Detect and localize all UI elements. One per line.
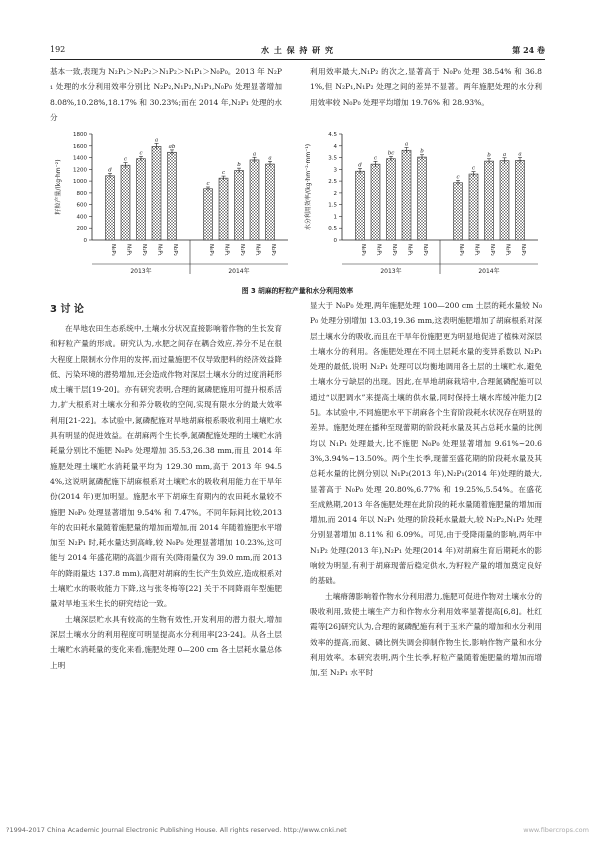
x-tick-label: N₁P₂ [489,244,495,256]
significance-letter: b [237,162,241,169]
copyright-text: ?1994-2017 China Academic Journal Electronic Publishing House. All rights reserved. http://www.cnki.net [6,826,347,834]
y-tick-label: 4.5 [328,132,337,138]
significance-letter: b [487,152,491,159]
year-label: 2013年 [130,268,152,275]
bar [387,159,396,240]
y-tick-label: 0 [333,238,337,244]
y-tick-label: 400 [76,214,87,221]
body-left-column [50,298,282,673]
page-number: 192 [50,45,66,54]
y-tick-label: 0.5 [328,226,337,233]
paragraph: 在旱地农田生态系统中,土壤水分状况直接影响着作物的生长发育和籽粒产量的形成。研究认为,水肥之间存在耦合效应,养分不足在很大程度上限制水分作用的发挥,而过量施肥不仅导致肥料的经济效益降低、污染环境的潜势增加,还会造成作物对深层土壤水分的过度消耗形成土壤干层[19-20]。亦有研究表明,合理的氮磷肥施用可提升根系活力,扩大根系对土壤水分和养分吸收的空间,实现有限水分的最大效率利用[21-22]。本试验中,氮磷配施对旱地胡麻根系吸收利用土壤贮水具有明显的促进效益。在胡麻两个生长季,氮磷配施处理的土壤贮水消耗量分别比不施肥 N₀P₀ 处理增加 35.53,26.38 mm,而且 2014 年施肥处理土壤贮水消耗量平均为 129.30 mm,高于 2013 年 94.54%,这说明氮磷配施下胡麻根系对土壤贮水的吸收利用能力在干旱年份(2014 年)更加明显。施肥水平下胡麻生育期内的农田耗水量较不施肥 N₀P₀ 处理显著增加 9.54% 和 7.47%。不同年际间比较,2013 年的农田耗水量随着施肥量的增加而增加,而 2014 年随着施肥水平增加至 N₂P₁ 时,耗水量达到高峰,较 N₀P₀ 处理显著增加 10.23%,这可能与 2014 年盛花期的高温少雨有关(降雨量仅为 39.0 mm,而 2013 年的降雨量达 137.8 mm),高肥对胡麻的生长产生负效应,造成根系对土壤贮水的吸收能力下降,这与张冬梅等[22] 关于不同降雨年型施肥量对旱地玉米生长的研究结论一致。 [50,324,282,609]
significance-letter: c [456,174,460,181]
bar [235,171,244,240]
significance-letter: c [471,165,476,172]
wue-chart [302,128,542,280]
wue-chart-svg [302,128,542,280]
x-tick-label: N₂P₂ [422,244,428,256]
significance-letter: a [154,137,159,144]
figure-caption: 图 3 胡麻的籽粒产量和水分利用效率 [241,287,354,295]
x-tick-label: N₁P₂ [391,244,397,256]
bar [121,165,130,240]
x-tick-label: N₀P₀ [110,244,116,256]
y-tick-label: 4 [333,143,337,150]
y-tick-label: 1000 [73,179,87,186]
paragraph: 土壤深层贮水具有较高的生物有效性,开发利用的潜力很大,增加深层土壤水分的利用程度可明显提高水分利用率[23-24]。从各土层土壤贮水消耗量的变化来看,施肥处理 0—200 cm 各土层耗水量总体上明 [50,614,282,670]
significance-letter: a [268,155,272,162]
significance-letter: a [518,151,522,158]
y-tick-label: 1 [333,214,337,221]
page-footer [6,826,589,834]
significance-letter: a [404,141,409,148]
paragraph: 土壤瘠薄影响着作物水分利用潜力,施肥可促进作物对土壤水分的吸收利用,致使土壤生产力和作物水分利用效率显著提高[6,8]。杜红霞等[26]研究认为,合理的氮磷配施有利于玉米产量的增加和水分利用效率的提高,而氮、磷比例失调会抑制作物生长,影响作物产量和水分利用效率。本研究表明,两个生长季,籽粒产量随着施肥量的增加而增加,至 N₂P₁ 水平时 [310,591,542,678]
y-tick-label: 3.5 [328,155,337,162]
y-tick-label: 2.5 [328,179,337,186]
y-tick-label: 0 [83,238,87,244]
running-header [50,43,545,60]
y-tick-label: 200 [76,226,87,233]
bar [469,174,478,240]
x-tick-label: N₁P₁ [473,244,480,256]
y-tick-label: 800 [76,190,87,197]
bar [152,146,161,240]
significance-letter: c [206,181,210,187]
y-tick-label: 1600 [73,143,87,150]
x-tick-label: N₂P₂ [270,244,276,256]
x-tick-label: N₁P₂ [239,244,245,256]
significance-letter: a [252,151,257,158]
significance-letter: c [373,155,378,162]
y-axis-label: 籽粒产量/(kg·hm⁻²) [55,159,62,215]
year-label: 2014年 [478,268,500,275]
significance-letter: c [123,156,128,163]
bar [418,157,427,240]
y-tick-label: 2 [333,190,337,197]
bar [168,152,177,240]
x-tick-label: N₁P₁ [125,244,132,256]
yield-chart-svg [52,128,292,280]
y-tick-label: 1.5 [328,202,337,209]
x-tick-label: N₂P₂ [520,244,526,256]
paragraph: 基本一致,表现为 N₂P₁＞N₂P₂＞N₁P₂＞N₁P₁＞N₀P₀。2013 年 N₂P₁ 处理的水分利用效率分别比 N₂P₂,N₁P₂,N₁P₁,N₀P₀ 处理显著增加 8.08%,10.28%,18.17% 和 30.23%;而在 2014 年,N₂P₁ 处理的水分 [50,67,282,122]
significance-letter: c [221,170,226,177]
x-tick-label: N₂P₁ [406,244,413,256]
paragraph: 利用效率最大,N₁P₂ 的次之,显著高于 N₀P₀ 处理 38.54% 和 36.81%,但 N₂P₁,N₁P₂ 处理之间的差异不显著。两年施肥处理的水分利用效率较 N₀P₀ 处理平均增加 19.76% 和 28.93%。 [310,67,542,107]
significance-letter: c [139,150,143,157]
y-tick-label: 1400 [73,155,87,162]
x-tick-label: N₁P₂ [141,244,147,256]
x-tick-label: N₀P₀ [458,244,464,256]
significance-letter: bc [387,150,395,157]
significance-letter: a [502,151,507,158]
year-label: 2013年 [380,268,402,275]
bar [106,176,115,240]
body-right-column [310,298,542,680]
volume-label: 第 24 卷 [512,45,545,55]
x-tick-label: N₂P₁ [254,244,261,256]
bar [204,189,213,240]
x-tick-label: N₂P₁ [156,244,163,256]
bar [356,171,365,240]
bar [454,183,463,240]
y-tick-label: 600 [76,202,87,209]
bar [219,178,228,240]
x-tick-label: N₁P₁ [375,244,382,256]
x-tick-label: N₂P₁ [504,244,511,256]
bar [402,150,411,240]
significance-letter: d [108,167,112,174]
bar [485,161,494,240]
x-tick-label: N₀P₀ [208,244,214,256]
y-tick-label: 1800 [73,132,87,138]
bar [516,160,525,240]
bar [371,164,380,240]
x-tick-label: N₂P₂ [172,244,178,256]
y-axis-label: 水分利用效率/(kg·hm⁻²·mm⁻¹) [305,143,312,231]
x-tick-label: N₁P₁ [223,244,230,256]
bar [266,164,275,240]
significance-letter: b [420,148,424,155]
watermark-text: www.fibercrops.com [523,826,589,834]
top-text-left [50,64,282,125]
x-tick-label: N₀P₀ [360,244,366,256]
yield-chart [52,128,292,280]
significance-letter: d [358,162,362,169]
year-label: 2014年 [228,268,250,275]
journal-title: 水 土 保 持 研 究 [261,45,334,55]
top-text-right [310,64,542,110]
y-tick-label: 1200 [73,167,87,174]
bar [137,159,146,240]
bar [250,160,259,240]
y-tick-label: 3 [333,167,337,174]
significance-letter: ab [168,143,176,150]
paragraph: 显大于 N₀P₀ 处理,两年施肥处理 100—200 cm 土层的耗水量较 N₀P₀ 处理分别增加 13.03,19.36 mm,这表明施肥增加了胡麻根系对深层土壤水分的吸收,而且在干旱年份施肥更为明显地促进了植株对深层土壤水分的利用。各施肥处理在不同土层耗水量的变异系数以 N₂P₁ 处理的最低,说明 N₂P₁ 处理可以均衡地调用各土层的土壤贮水,避免土壤水分亏缺层的出现。因此,在旱地胡麻栽培中,合理氮磷配施可以通过“以肥调水”来提高土壤的供水量,同时保持土壤水库缓冲能力[25]。本试验中,不同施肥水平下胡麻各个生育阶段耗水状况存在明显的差异。施肥处理在播种至现蕾期的阶段耗水量及其占总耗水量的比例均以 N₁P₁ 处理最大,比不施肥 N₀P₀ 处理显著增加 9.61%~20.63%,3.94%~13.50%。两个生长季,现蕾至盛花期的阶段耗水量及其总耗水量的比例分别以 N₁P₂(2013 年),N₂P₁(2014 年)处理的最大,显著高于 N₀P₀ 处理 20.80%,6.77% 和 19.25%,5.54%。在盛花至成熟期,2013 年各施肥处理在此阶段的耗水量随着施肥量的增加而增加,而 2014 年以 N₂P₁ 处理的阶段耗水量最大,较 N₂P₂,N₁P₂ 处理分别显著增加 8.11% 和 6.09%。可见,由于受降雨量的影响,两年中 N₁P₂ 处理(2013 年),N₂P₁ 处理(2014 年)对胡麻生育后期耗水的影响较为明显,有利于胡麻现蕾后稳定供水,为籽粒产量的增加奠定良好的基础。 [310,301,542,586]
bar [500,161,509,240]
section-heading: 3 讨 论 [50,304,84,315]
